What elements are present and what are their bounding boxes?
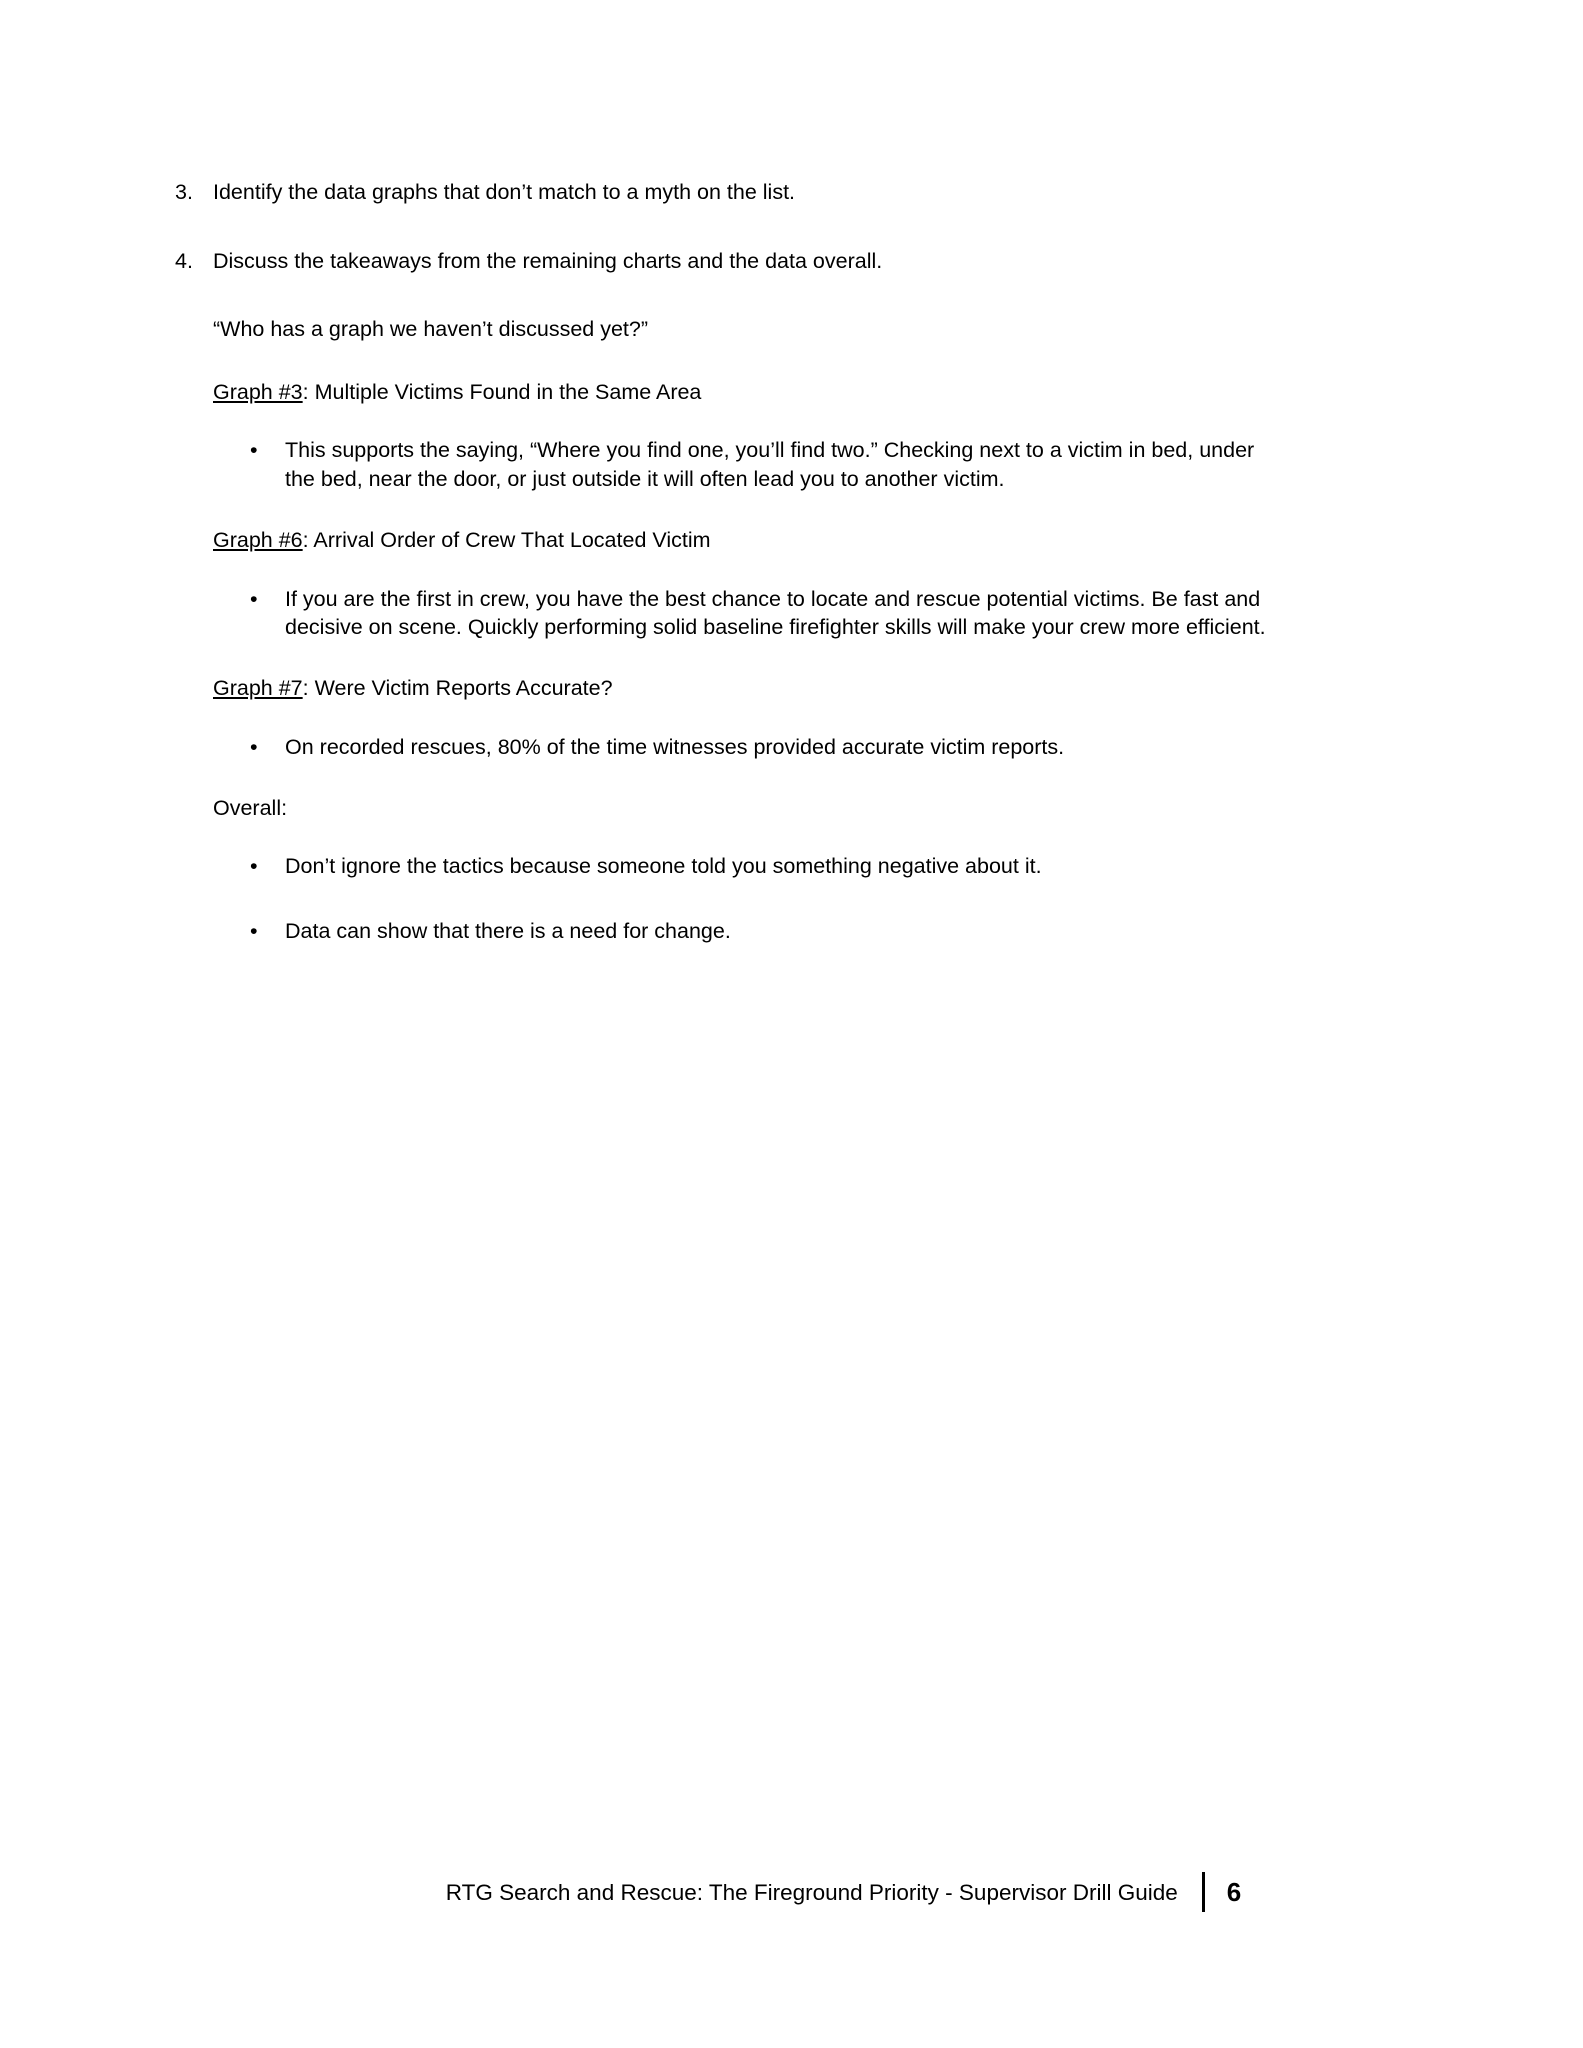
overall-heading: Overall: (213, 795, 288, 820)
graph-heading-label: Graph #3 (213, 379, 303, 404)
bullet-list-item (213, 585, 1335, 643)
graph-heading-title: : Multiple Victims Found in the Same Area (302, 379, 702, 404)
bullet-list-item (213, 917, 1335, 946)
graph-heading-6 (213, 526, 1335, 555)
facilitator-quote: “Who has a graph we haven’t discussed yet?” (213, 317, 649, 342)
bullet-icon: • (250, 854, 258, 879)
numbered-list-item (175, 178, 1335, 207)
numbered-list-item (175, 247, 1335, 276)
bullet-text: On recorded rescues, 80% of the time witnesses provided accurate victim reports. (285, 734, 1065, 759)
footer-divider (1202, 1872, 1205, 1912)
bullet-icon: • (250, 586, 258, 611)
bullet-text: If you are the first in crew, you have the best chance to locate and rescue potential victims. Be fast and decisive on scene. Quickly performing solid baseline firefighter skills will make your crew more efficient. (285, 586, 1266, 640)
bullet-list-item (213, 852, 1335, 881)
page-number: 6 (1226, 1877, 1242, 1907)
graph-heading-label: Graph #6 (213, 527, 303, 552)
list-item-text: Identify the data graphs that don’t match to a myth on the list. (213, 180, 796, 204)
bullet-icon: • (250, 918, 258, 943)
list-item-text: Discuss the takeaways from the remaining charts and the data overall. (213, 248, 883, 273)
graph-heading-title: : Arrival Order of Crew That Located Victim (302, 527, 711, 552)
list-marker: 4. (175, 248, 193, 273)
graph-7-bullets (213, 733, 1335, 762)
bullet-spacer (213, 903, 1335, 917)
graph-heading-7 (213, 674, 1335, 703)
footer-title: RTG Search and Rescue: The Fireground Priority - Supervisor Drill Guide (445, 1879, 1178, 1905)
graph-heading-3 (213, 378, 1335, 407)
footer-inner (446, 1872, 1241, 1912)
bullet-text: Don’t ignore the tactics because someone told you something negative about it. (285, 854, 1042, 879)
list-marker: 3. (175, 180, 193, 204)
page-footer (0, 1872, 1583, 1912)
bullet-list-item (213, 436, 1335, 494)
graph-heading-title: : Were Victim Reports Accurate? (302, 676, 613, 701)
bullet-icon: • (250, 734, 258, 759)
bullet-text: This supports the saying, “Where you find one, you’ll find two.” Checking next to a victim in bed, under the bed, near the door, or just outside it will often lead you to another victim. (285, 438, 1255, 492)
page-content (175, 178, 1335, 978)
bullet-list-item (213, 733, 1335, 762)
bullet-text: Data can show that there is a need for change. (285, 918, 731, 943)
overall-bullets (213, 852, 1335, 946)
graph-6-bullets (213, 585, 1335, 643)
bullet-icon: • (250, 438, 258, 463)
graph-3-bullets (213, 436, 1335, 494)
graph-heading-label: Graph #7 (213, 676, 303, 701)
